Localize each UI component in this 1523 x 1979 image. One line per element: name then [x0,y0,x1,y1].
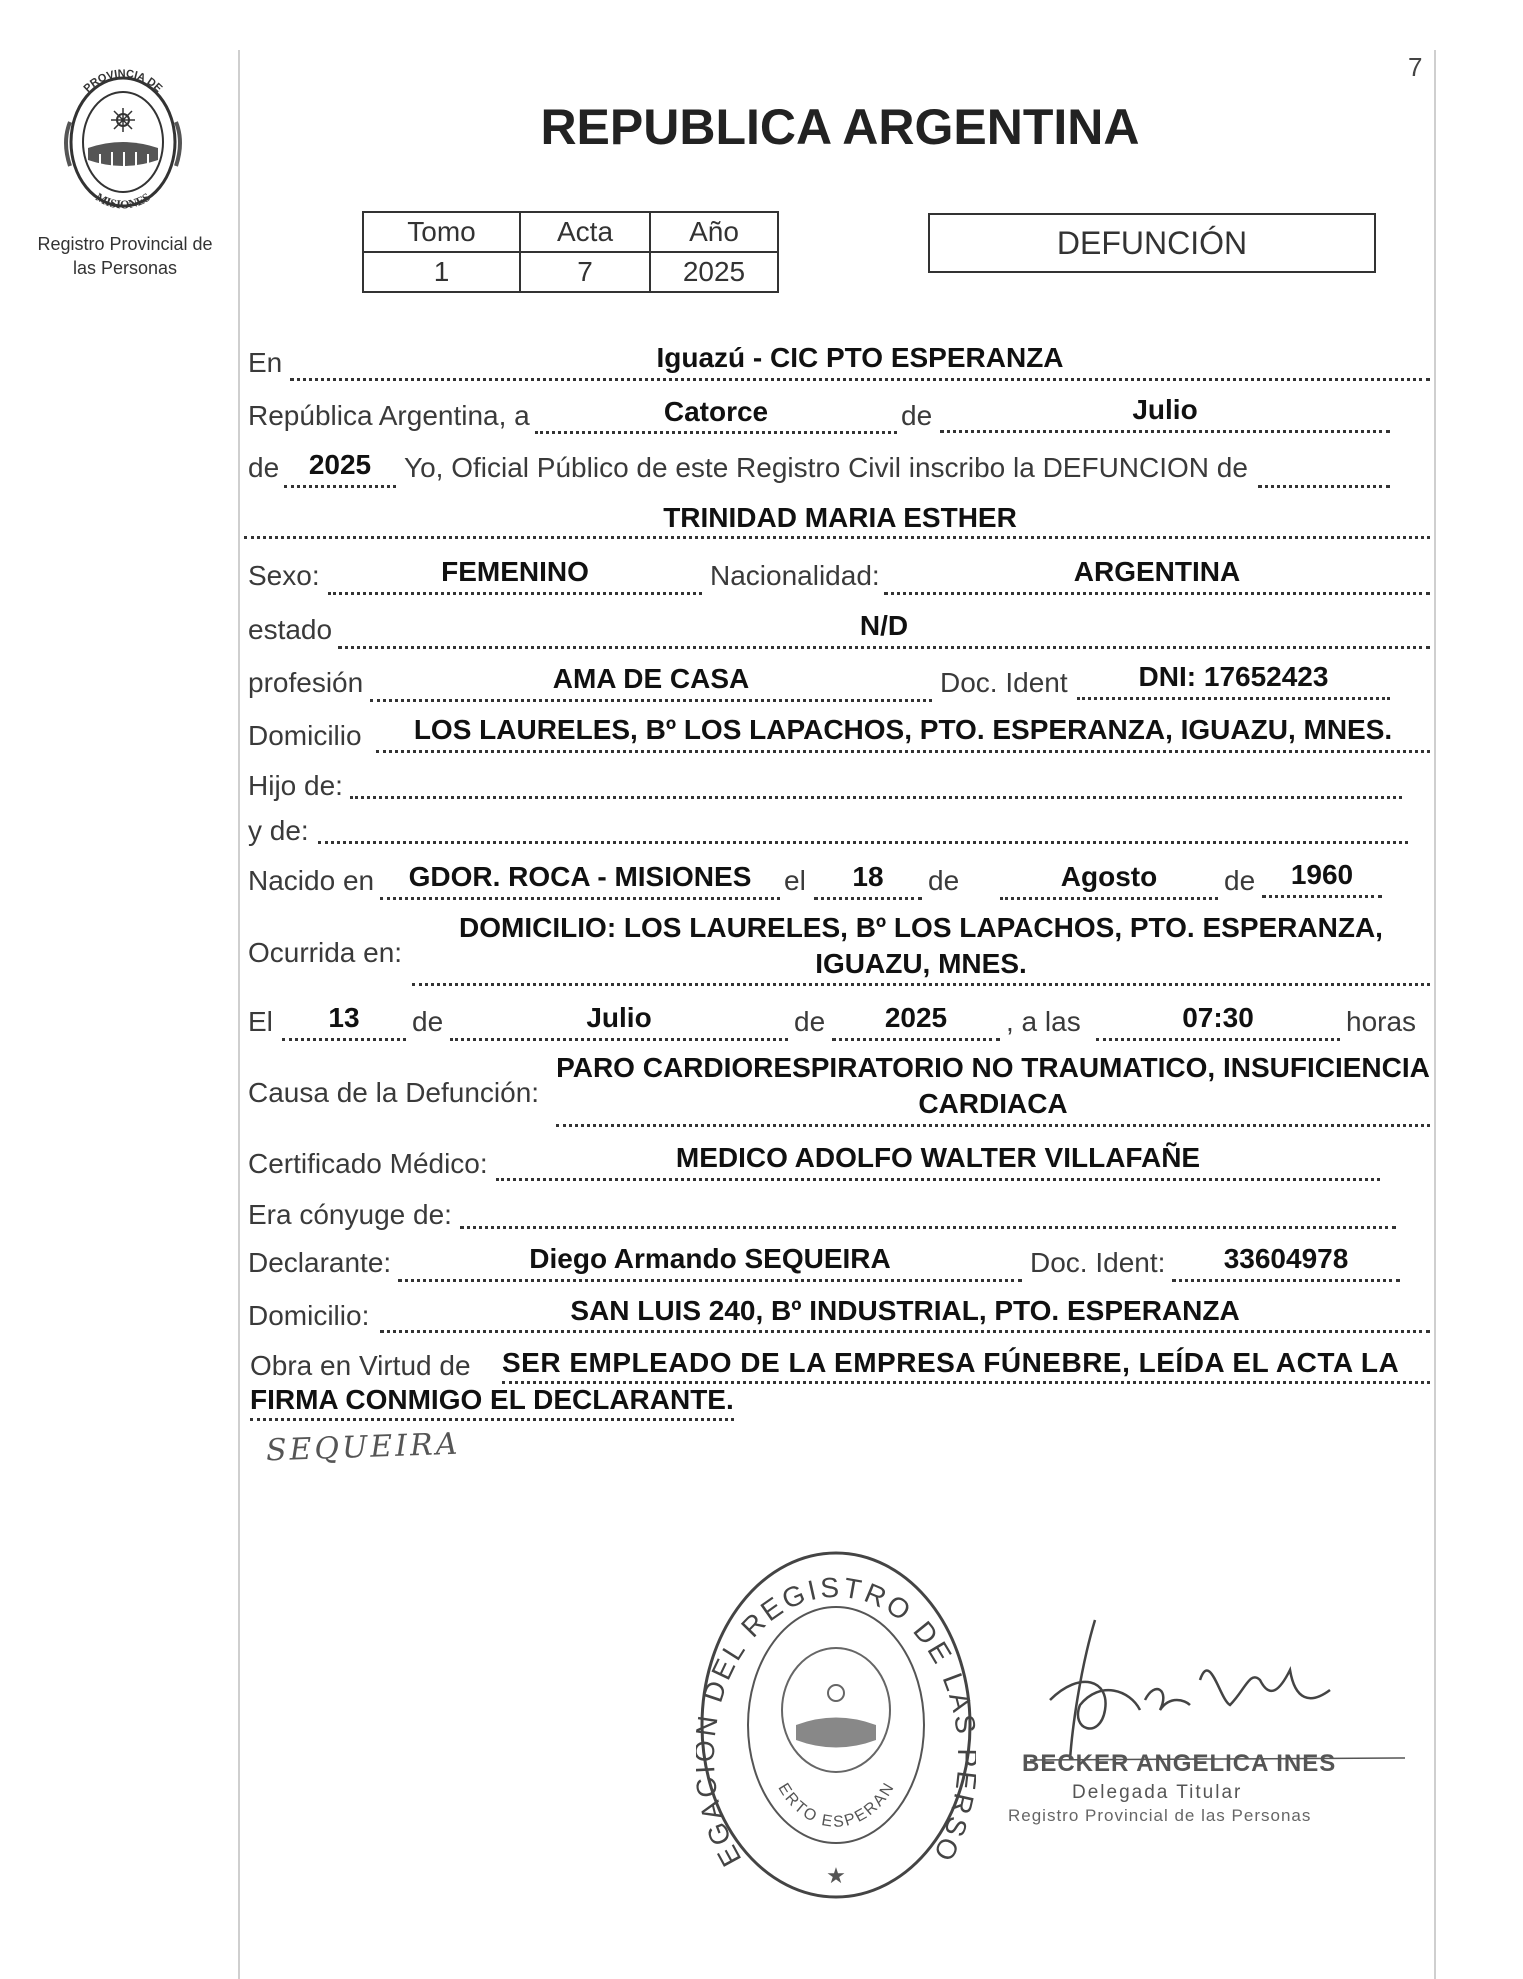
declarante-doc-line [1172,1279,1400,1282]
svg-text:MISIONES: MISIONES [93,189,153,212]
official-org: Registro Provincial de las Personas [1008,1806,1312,1825]
conyuge-line [460,1226,1396,1229]
profesion-value: AMA DE CASA [552,663,750,694]
domicilio-line [376,750,1430,753]
en-label: En [248,347,283,378]
obra-label: Obra en Virtud de [250,1350,471,1381]
deceased-name: TRINIDAD MARIA ESTHER [663,502,1017,533]
certificado-line [496,1178,1380,1181]
horas-label: horas [1346,1006,1417,1037]
death-de-label-1: de [412,1006,444,1037]
sexo-value: FEMENINO [441,556,589,587]
official-signature [1010,1610,1410,1770]
en-line [290,378,1430,381]
death-year-value: 2025 [884,1002,948,1033]
death-de-label-2: de [794,1006,826,1037]
causa-label: Causa de la Defunción: [248,1077,540,1108]
estado-line [338,646,1430,649]
death-day-value: 13 [328,1002,360,1033]
en-value: Iguazú - CIC PTO ESPERANZA [656,342,1064,373]
official-role: Delegada Titular [1072,1782,1243,1803]
nacido-mes-value: Agosto [1060,861,1158,892]
nacido-anio-line [1262,895,1382,898]
right-margin-line [1434,50,1436,1979]
nacionalidad-value: ARGENTINA [1073,556,1241,587]
record-header-tomo: Tomo [363,212,520,252]
nacido-dia-value: 18 [852,861,884,892]
conyuge-label: Era cónyuge de: [248,1199,452,1230]
registry-line-1: Registro Provincial de [37,234,213,254]
ocurrida-line-1: DOMICILIO: LOS LAURELES, Bº LOS LAPACHOS, PTO. ESPERANZA, [459,912,1383,943]
domicilio-value: LOS LAURELES, Bº LOS LAPACHOS, PTO. ESPERANZA, IGUAZU, MNES. [413,714,1393,745]
estado-label: estado [248,614,333,645]
death-year-line [832,1038,1000,1041]
record-table [362,211,779,293]
profesion-line [370,699,932,702]
month-value: Julio [1132,394,1198,425]
left-margin-line [238,50,240,1979]
record-value-acta: 7 [520,252,650,292]
year-prefix-label: de [248,452,280,483]
declarante-label: Declarante: [248,1247,392,1278]
registry-line-2: las Personas [72,258,178,278]
yde-line [318,841,1408,844]
yde-label: y de: [248,815,309,846]
hijo-label: Hijo de: [248,770,343,801]
record-table-header-row [363,212,778,252]
province-seal-logo [56,62,190,214]
country-title: REPUBLICA ARGENTINA [540,99,1140,155]
causa-line-1: PARO CARDIORESPIRATORIO NO TRAUMATICO, INSUFICIENCIA [556,1052,1430,1083]
obra-line-2: FIRMA CONMIGO EL DECLARANTE. [250,1384,734,1421]
nacido-lugar-value: GDOR. ROCA - MISIONES [408,861,752,892]
nacido-el-label: el [784,865,806,896]
death-time-value: 07:30 [1182,1002,1254,1033]
month-line [940,430,1390,433]
sexo-line [328,592,702,595]
nacido-label: Nacido en [248,865,375,896]
record-header-anio: Año [650,212,778,252]
ocurrida-value [412,910,1430,982]
record-value-tomo: 1 [363,252,520,292]
day-written-line [535,431,897,434]
domicilio2-label: Domicilio: [248,1300,370,1331]
svg-text:PUERTO ESPERANZA: ERTO ESPERAN [774,1778,899,1831]
year-line [284,485,396,488]
domicilio2-line [380,1330,1430,1333]
nacido-dia-line [814,897,922,900]
declarant-signature: SEQUEIRA [265,1426,461,1469]
declarante-doc-value: 33604978 [1223,1243,1349,1274]
nacionalidad-label: Nacionalidad: [710,560,880,591]
nacido-anio-value: 1960 [1290,859,1354,890]
death-day-line [282,1038,406,1041]
causa-value [556,1050,1430,1122]
el-label: El [248,1006,273,1037]
certificado-value: MEDICO ADOLFO WALTER VILLAFAÑE [675,1142,1201,1173]
record-table-value-row [363,252,778,292]
registry-stamp [696,1545,976,1905]
obra-line-1: SER EMPLEADO DE LA EMPRESA FÚNEBRE, LEÍDA EL ACTA LA [502,1347,1430,1384]
record-header-acta: Acta [520,212,650,252]
nacido-de-label-1: de [928,865,960,896]
nacido-de-label-2: de [1224,865,1256,896]
de-label: de [901,400,933,431]
svg-text:★: ★ [826,1863,846,1888]
doc-ident-line [1077,697,1390,700]
yo-text: Yo, Oficial Público de este Registro Civil inscribo la DEFUNCION de [404,452,1248,483]
record-value-anio: 2025 [650,252,778,292]
causa-line [556,1124,1430,1127]
year-value: 2025 [308,449,372,480]
svg-text:PROVINCIA DE: PROVINCIA DE [81,67,165,95]
ocurrida-line-2: IGUAZU, MNES. [815,948,1027,979]
declarante-value: Diego Armando SEQUEIRA [529,1243,891,1274]
domicilio-label: Domicilio [248,720,362,751]
deceased-name-line [244,536,1430,539]
doc-ident-value: DNI: 17652423 [1138,661,1329,692]
death-month-line [450,1038,788,1041]
nacionalidad-line [884,592,1430,595]
republica-label: República Argentina, a [248,400,530,431]
nacido-lugar-line [380,897,780,900]
ocurrida-label: Ocurrida en: [248,937,403,968]
official-name: BECKER ANGELICA INES [1022,1750,1337,1777]
domicilio2-value: SAN LUIS 240, Bº INDUSTRIAL, PTO. ESPERANZA [570,1295,1240,1326]
page-number: 7 [1408,52,1423,82]
hijo-line [350,796,1402,799]
death-month-value: Julio [586,1002,652,1033]
alas-label: , a las [1006,1006,1081,1037]
act-type-box: DEFUNCIÓN [928,213,1376,273]
declarante-line [398,1279,1022,1282]
causa-line-2: CARDIACA [918,1088,1068,1119]
certificado-label: Certificado Médico: [248,1148,488,1179]
registry-caption [20,232,230,280]
yo-trailing-line [1258,485,1390,488]
doc-ident-label: Doc. Ident [940,667,1068,698]
ocurrida-line [412,983,1430,986]
sexo-label: Sexo: [248,560,320,591]
declarante-doc-label: Doc. Ident: [1030,1247,1166,1278]
death-time-line [1096,1038,1340,1041]
day-written-value: Catorce [663,396,769,427]
nacido-mes-line [1000,897,1218,900]
profesion-label: profesión [248,667,364,698]
svg-text:DELEGACIÓN DEL REGISTRO DE LAS: EGA DEL REGISTRO DE LA SO [696,1571,976,1872]
estado-value: N/D [859,610,909,641]
